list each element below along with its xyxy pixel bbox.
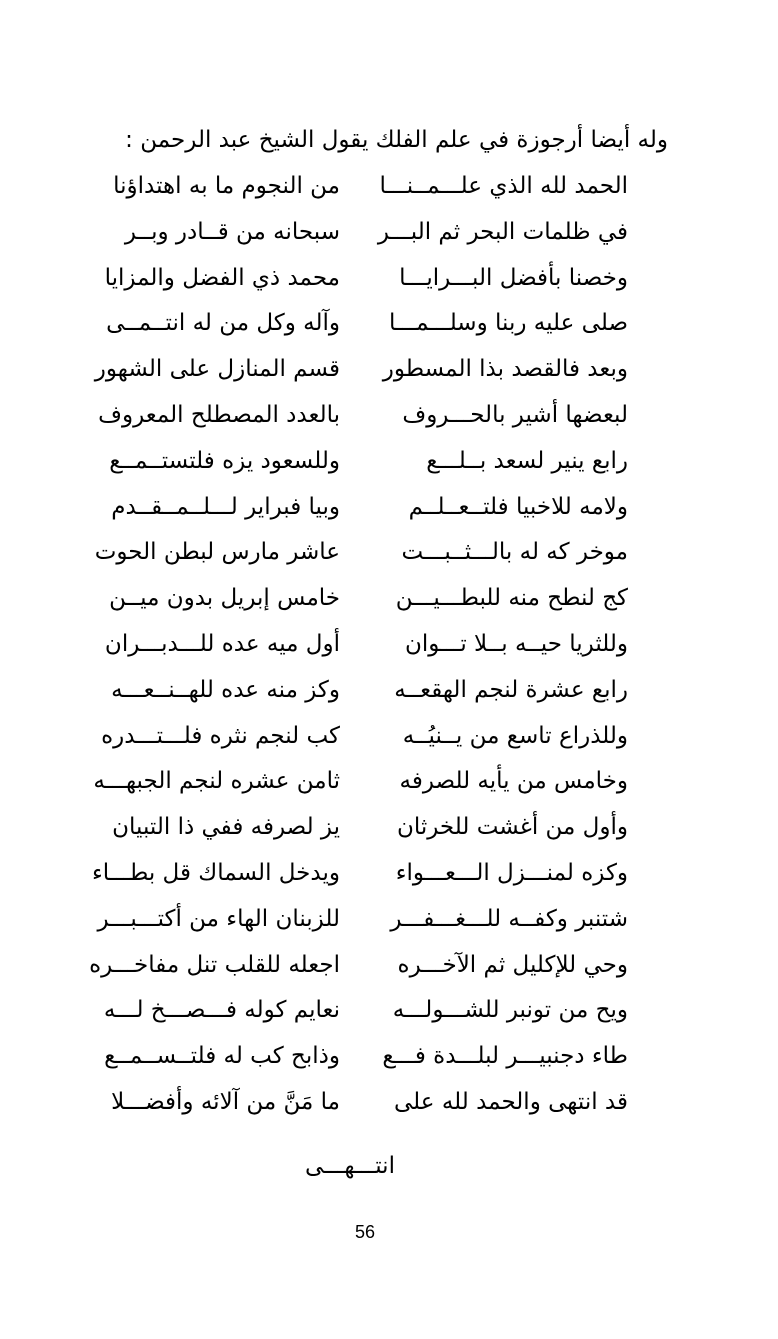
second-hemistich: سبحانه من قــادر وبــر (124, 218, 340, 245)
page-number: 56 (354, 1222, 376, 1242)
second-hemistich: محمد ذي الفضل والمزايا (104, 264, 340, 291)
couplet (60, 853, 660, 899)
first-hemistich: صلى عليه ربنا وسلـــمـــا (388, 310, 628, 337)
second-hemistich: يز لصرفه ففي ذا التبيان (112, 814, 340, 841)
second-hemistich: وبيا فبراير لـــلــمــقــدم (111, 493, 340, 520)
first-hemistich: وبعد فالقصد بذا المسطور (382, 356, 628, 383)
first-hemistich: لبعضها أشير بالحـــروف (402, 401, 628, 428)
first-hemistich: شتنبر وكفــه للـــغـــفـــر (390, 905, 628, 932)
couplet (60, 1082, 660, 1128)
second-hemistich: ويدخل السماك قل بطـــاء (91, 859, 340, 886)
couplet (60, 395, 660, 441)
first-hemistich: رابع عشرة لنجم الهقعــه (394, 676, 628, 703)
first-hemistich: وكزه لمنـــزل الـــعـــواء (395, 859, 628, 886)
couplet (60, 716, 660, 762)
first-hemistich: وحي للإكليل ثم الآخـــره (397, 951, 628, 978)
second-hemistich: من النجوم ما به اهتداؤنا (113, 173, 340, 199)
second-hemistich: وكز منه عده للهــنــعـــه (111, 676, 340, 703)
poem-body (60, 166, 660, 1128)
second-hemistich: وذابح كب له فلتــســمــع (104, 1043, 340, 1070)
couplet (60, 807, 660, 853)
second-hemistich: أول ميه عده للـــدبـــران (104, 630, 340, 657)
couplet (60, 899, 660, 945)
second-hemistich: ما مَنَّ من آلائه وأفضـــلا (111, 1088, 340, 1115)
second-hemistich: عاشر مارس لبطن الحوت (94, 539, 340, 566)
couplet (60, 487, 660, 533)
couplet (60, 990, 660, 1036)
couplet (60, 532, 660, 578)
couplet (60, 1036, 660, 1082)
second-hemistich: ثامن عشره لنجم الجبهـــه (93, 768, 340, 795)
couplet (60, 670, 660, 716)
second-hemistich: للزبنان الهاء من أكتـــبـــر (97, 905, 340, 932)
second-hemistich: خامس إبريل بدون ميــن (109, 585, 340, 612)
first-hemistich: موخر كه له بالـــثــبـــت (401, 539, 628, 566)
second-hemistich: اجعله للقلب تنل مفاخـــره (89, 951, 340, 978)
first-hemistich: وللذراع تاسع من يــنيُــه (402, 722, 628, 749)
second-hemistich: وآله وكل من له انتــمــى (106, 310, 340, 337)
couplet (60, 349, 660, 395)
second-hemistich: قسم المنازل على الشهور (94, 356, 340, 383)
couplet (60, 624, 660, 670)
first-hemistich: في ظلمات البحر ثم البـــر (377, 218, 628, 245)
couplet (60, 761, 660, 807)
couplet (60, 212, 660, 258)
poem-introduction: وله أيضا أرجوزة في علم الفلك يقول الشيخ عبد الرحمن : (125, 127, 668, 153)
first-hemistich: قد انتهى والحمد لله على (394, 1088, 628, 1115)
couplet (60, 166, 660, 212)
second-hemistich: كب لنجم نثره فلـــتـــدره (101, 722, 340, 749)
couplet (60, 578, 660, 624)
first-hemistich: رابع ينير لسعد بــلـــع (426, 447, 628, 474)
couplet (60, 258, 660, 304)
second-hemistich: وللسعود يزه فلتستــمــع (109, 447, 340, 474)
first-hemistich: ويح من تونبر للشـــولـــه (392, 997, 628, 1024)
second-hemistich: نعايم كوله فـــصـــخ لـــه (103, 997, 340, 1024)
second-hemistich: بالعدد المصطلح المعروف (98, 401, 340, 428)
first-hemistich: وأول من أغشت للخرثان (396, 814, 628, 841)
first-hemistich: طاء دجنبيـــر لبلـــدة فـــع (382, 1043, 628, 1070)
first-hemistich: وللثريا حيــه بــلا تـــوان (404, 630, 628, 657)
closing-word: انتـــهـــى (305, 1153, 395, 1179)
first-hemistich: الحمد لله الذي علـــمــنـــا (379, 173, 628, 199)
first-hemistich: ولامه للاخبيا فلتــعــلــم (408, 493, 628, 520)
first-hemistich: وخامس من يأيه للصرفه (399, 768, 628, 795)
couplet (60, 945, 660, 991)
first-hemistich: كج لنطح منه للبطـــيـــن (395, 585, 628, 612)
first-hemistich: وخصنا بأفضل البـــرايـــا (399, 264, 628, 291)
couplet (60, 303, 660, 349)
couplet (60, 441, 660, 487)
